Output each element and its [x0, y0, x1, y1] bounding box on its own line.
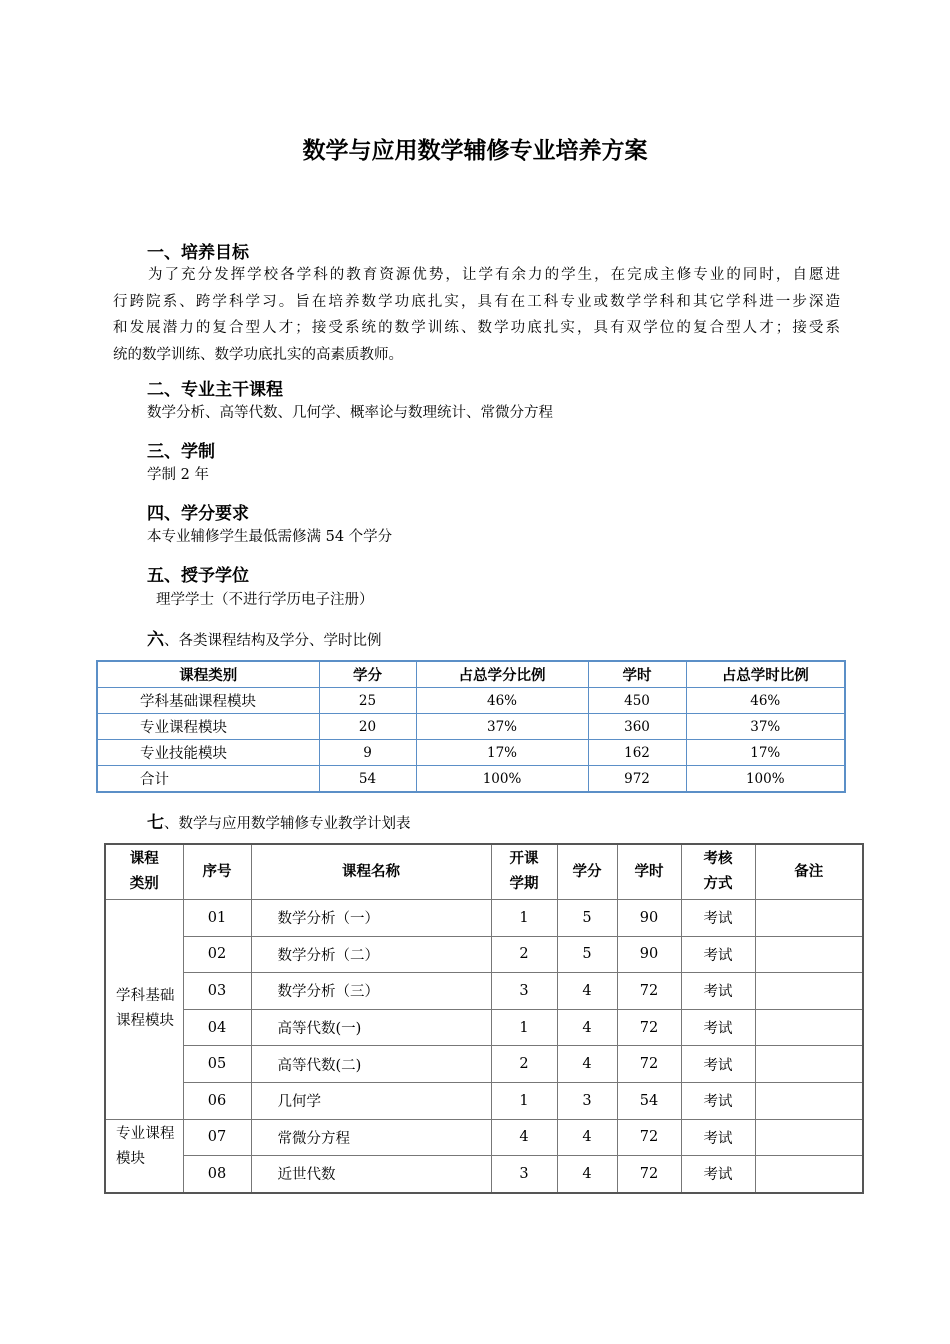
header-term [491, 844, 557, 900]
section-1-heading: 一、培养目标 [147, 243, 249, 263]
section-1-paragraph [113, 262, 840, 368]
header-category [105, 844, 183, 900]
cell-term: 4 [491, 1119, 557, 1156]
cell-credit-ratio: 46% [416, 688, 588, 714]
cell-remark [755, 1119, 863, 1156]
cell-course-name: 几何学 [251, 1082, 491, 1119]
cell-credits: 4 [557, 1119, 617, 1156]
cell-remark [755, 1009, 863, 1046]
cell-hours: 450 [588, 688, 686, 714]
header-hours: 学时 [588, 661, 686, 688]
paragraph-line: 统的数学训练、数学功底扎实的高素质教师。 [113, 346, 403, 363]
cell-hours: 90 [617, 900, 681, 937]
cell-credits: 4 [557, 1156, 617, 1193]
cell-category: 学科基础课程模块 [97, 688, 319, 714]
cell-term: 1 [491, 1082, 557, 1119]
header-category: 课程类别 [97, 661, 319, 688]
table-header-row [97, 661, 845, 688]
header-assessment [681, 844, 755, 900]
paragraph-line: 和发展潜力的复合型人才；接受系统的数学训练、数学功底扎实，具有双学位的复合型人才；接受系 [113, 320, 840, 336]
cell-hours: 72 [617, 1046, 681, 1083]
cell-remark [755, 936, 863, 973]
table-row [105, 1082, 863, 1119]
cell-remark [755, 973, 863, 1010]
cell-hours: 72 [617, 1119, 681, 1156]
cell-credits: 3 [557, 1082, 617, 1119]
section-7-heading [147, 808, 411, 833]
header-credits: 学分 [557, 844, 617, 900]
header-hour-ratio: 占总学时比例 [686, 661, 845, 688]
cell-hours: 90 [617, 936, 681, 973]
cell-credits: 20 [319, 714, 416, 740]
cell-assessment: 考试 [681, 1156, 755, 1193]
cell-credit-ratio: 17% [416, 740, 588, 766]
cell-number: 01 [183, 900, 251, 937]
cell-number: 06 [183, 1082, 251, 1119]
cell-term: 3 [491, 1156, 557, 1193]
cell-credits: 54 [319, 766, 416, 793]
cell-term: 1 [491, 1009, 557, 1046]
cell-credits: 25 [319, 688, 416, 714]
cell-credits: 5 [557, 936, 617, 973]
paragraph-line: 行跨院系、跨学科学习。旨在培养数学功底扎实，具有在工科专业或数学学科和其它学科进一步深造 [113, 293, 840, 310]
cell-assessment: 考试 [681, 973, 755, 1010]
cell-hours: 162 [588, 740, 686, 766]
cell-number: 07 [183, 1119, 251, 1156]
cell-category: 合计 [97, 766, 319, 793]
cell-term: 1 [491, 900, 557, 937]
section-7-number: 七 [147, 813, 164, 833]
cell-hour-ratio: 37% [686, 714, 845, 740]
table-row [105, 1046, 863, 1083]
header-course-name: 课程名称 [251, 844, 491, 900]
header-term-line: 学期 [509, 876, 539, 892]
section-3-heading: 三、学制 [147, 442, 215, 462]
cell-category: 专业技能模块 [97, 740, 319, 766]
cell-hours: 72 [617, 1009, 681, 1046]
cell-credit-ratio: 100% [416, 766, 588, 793]
cell-number: 02 [183, 936, 251, 973]
table-row [105, 973, 863, 1010]
paragraph-line: 为了充分发挥学校各学科的教育资源优势，让学有余力的学生，在完成主修专业的同时，自愿进 [148, 267, 840, 283]
table-row [97, 766, 845, 793]
cell-number: 05 [183, 1046, 251, 1083]
table-row [97, 688, 845, 714]
header-assessment-line: 方式 [703, 876, 733, 892]
table-row [97, 740, 845, 766]
cell-number: 04 [183, 1009, 251, 1046]
section-6-text: 、各类课程结构及学分、学时比例 [164, 633, 382, 649]
cell-hours: 360 [588, 714, 686, 740]
cell-hours: 72 [617, 973, 681, 1010]
section-5-heading: 五、授予学位 [147, 566, 249, 586]
cell-assessment: 考试 [681, 1082, 755, 1119]
table-row [105, 936, 863, 973]
cell-term: 2 [491, 936, 557, 973]
cell-course-name: 常微分方程 [251, 1119, 491, 1156]
page-title: 数学与应用数学辅修专业培养方案 [302, 138, 648, 164]
cell-assessment: 考试 [681, 1009, 755, 1046]
cell-course-name: 近世代数 [251, 1156, 491, 1193]
cell-course-name: 高等代数(二) [251, 1046, 491, 1083]
section-5-text: 理学学士（不进行学历电子注册） [156, 592, 374, 608]
cell-number: 08 [183, 1156, 251, 1193]
cell-hours: 54 [617, 1082, 681, 1119]
cell-number: 03 [183, 973, 251, 1010]
cell-credits: 5 [557, 900, 617, 937]
group-cell: 专业课程模块 [105, 1119, 183, 1193]
header-category-line: 课程 [129, 851, 159, 867]
section-3-text: 学制 2 年 [147, 467, 209, 483]
header-credit-ratio: 占总学分比例 [416, 661, 588, 688]
cell-hours: 972 [588, 766, 686, 793]
cell-assessment: 考试 [681, 900, 755, 937]
section-4-heading: 四、学分要求 [147, 504, 249, 524]
teaching-plan-table [104, 843, 864, 1194]
cell-assessment: 考试 [681, 1046, 755, 1083]
table-row [105, 1156, 863, 1193]
section-7-text: 、数学与应用数学辅修专业教学计划表 [164, 816, 411, 832]
cell-course-name: 数学分析（二） [251, 936, 491, 973]
section-6-heading [147, 625, 382, 650]
cell-hours: 72 [617, 1156, 681, 1193]
credit-structure-table [96, 660, 846, 793]
cell-credits: 9 [319, 740, 416, 766]
section-2-heading: 二、专业主干课程 [147, 380, 283, 400]
table-row [105, 1119, 863, 1156]
cell-remark [755, 900, 863, 937]
header-hours: 学时 [617, 844, 681, 900]
header-remark: 备注 [755, 844, 863, 900]
section-6-number: 六 [147, 630, 164, 650]
cell-remark [755, 1156, 863, 1193]
table-row [105, 900, 863, 937]
cell-assessment: 考试 [681, 936, 755, 973]
header-term-line: 开课 [509, 851, 539, 867]
cell-hour-ratio: 100% [686, 766, 845, 793]
group-cell: 学科基础课程模块 [105, 900, 183, 1120]
cell-hour-ratio: 46% [686, 688, 845, 714]
cell-credits: 4 [557, 973, 617, 1010]
cell-course-name: 数学分析（三） [251, 973, 491, 1010]
cell-credits: 4 [557, 1009, 617, 1046]
cell-course-name: 数学分析（一） [251, 900, 491, 937]
cell-course-name: 高等代数(一) [251, 1009, 491, 1046]
cell-credits: 4 [557, 1046, 617, 1083]
cell-assessment: 考试 [681, 1119, 755, 1156]
cell-hour-ratio: 17% [686, 740, 845, 766]
cell-term: 3 [491, 973, 557, 1010]
table-row [105, 1009, 863, 1046]
header-assessment-line: 考核 [703, 851, 733, 867]
cell-term: 2 [491, 1046, 557, 1083]
cell-remark [755, 1046, 863, 1083]
table-header-row [105, 844, 863, 900]
header-credits: 学分 [319, 661, 416, 688]
table-row [97, 714, 845, 740]
header-number: 序号 [183, 844, 251, 900]
header-category-line: 类别 [129, 876, 159, 892]
section-2-text: 数学分析、高等代数、几何学、概率论与数理统计、常微分方程 [147, 405, 553, 421]
cell-remark [755, 1082, 863, 1119]
cell-category: 专业课程模块 [97, 714, 319, 740]
cell-credit-ratio: 37% [416, 714, 588, 740]
section-4-text: 本专业辅修学生最低需修满 54 个学分 [147, 529, 393, 545]
